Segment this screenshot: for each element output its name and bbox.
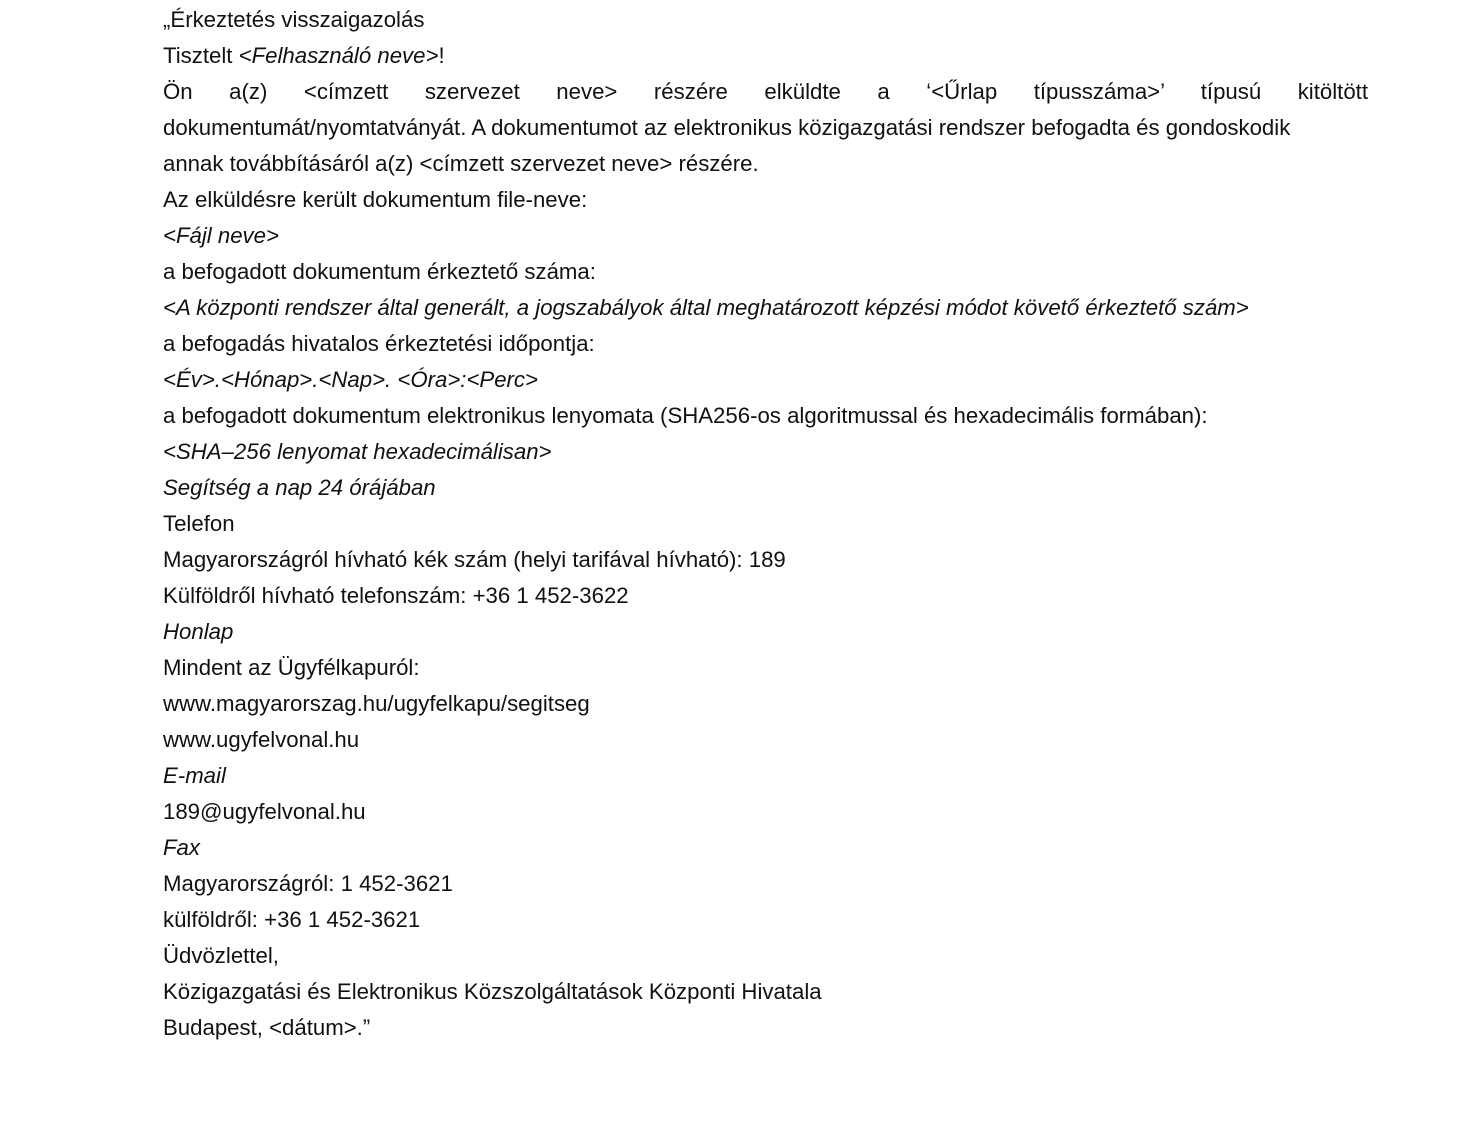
web-url-1: www.magyarorszag.hu/ugyfelkapu/segitseg (163, 691, 590, 716)
phone-domestic: Magyarországról hívható kék szám (helyi tarifával hívható): 189 (163, 547, 786, 572)
greeting (163, 38, 1368, 74)
hash-value: <SHA–256 lenyomat hexadecimálisan> (163, 439, 552, 464)
registration-number-label: a befogadott dokumentum érkeztető száma: (163, 259, 596, 284)
closing-place-date: Budapest, <dátum>.” (163, 1015, 371, 1040)
registration-time-label: a befogadás hivatalos érkeztetési időpontja: (163, 331, 595, 356)
hash-label: a befogadott dokumentum elektronikus lenyomata (SHA256-os algoritmussal és hexadecimális formában): (163, 403, 1208, 428)
file-name-label: Az elküldésre került dokumentum file-neve: (163, 187, 588, 212)
email-heading: E-mail (163, 763, 226, 788)
fax-heading: Fax (163, 835, 200, 860)
web-heading: Honlap (163, 619, 234, 644)
registration-time-value: <Év>.<Hónap>.<Nap>. <Óra>:<Perc> (163, 367, 538, 392)
registration-number-value: <A központi rendszer által generált, a jogszabályok által meghatározott képzési módot követő érkeztető szám> (163, 295, 1249, 320)
file-name-value: <Fájl neve> (163, 223, 279, 248)
email-value: 189@ugyfelvonal.hu (163, 799, 366, 824)
intro-paragraph (163, 74, 1368, 182)
support-heading: Segítség a nap 24 órájában (163, 475, 436, 500)
phone-heading: Telefon (163, 511, 235, 536)
greeting-suffix: ! (438, 43, 445, 68)
fax-foreign: külföldről: +36 1 452-3621 (163, 907, 421, 932)
web-url-2: www.ugyfelvonal.hu (163, 727, 360, 752)
intro-line-2: dokumentumát/nyomtatványát. A dokumentumot az elektronikus közigazgatási rendszer befogadta és gondoskodik (163, 115, 1291, 140)
intro-line-1: Ön a(z) <címzett szervezet neve> részére elküldte a ‘<Űrlap típusszáma>’ típusú kitöltött (163, 79, 1368, 104)
fax-domestic: Magyarországról: 1 452-3621 (163, 871, 453, 896)
letter-title: „Érkeztetés visszaigazolás (163, 7, 425, 32)
notification-letter (163, 2, 1368, 1046)
intro-line-3: annak továbbításáról a(z) <címzett szervezet neve> részére. (163, 151, 759, 176)
phone-foreign: Külföldről hívható telefonszám: +36 1 452-3622 (163, 583, 629, 608)
greeting-prefix: Tisztelt (163, 43, 239, 68)
closing-organization: Közigazgatási és Elektronikus Közszolgáltatások Központi Hivatala (163, 979, 822, 1004)
closing-salutation: Üdvözlettel, (163, 943, 279, 968)
greeting-placeholder: <Felhasználó neve> (238, 43, 439, 68)
web-intro: Mindent az Ügyfélkapuról: (163, 655, 420, 680)
